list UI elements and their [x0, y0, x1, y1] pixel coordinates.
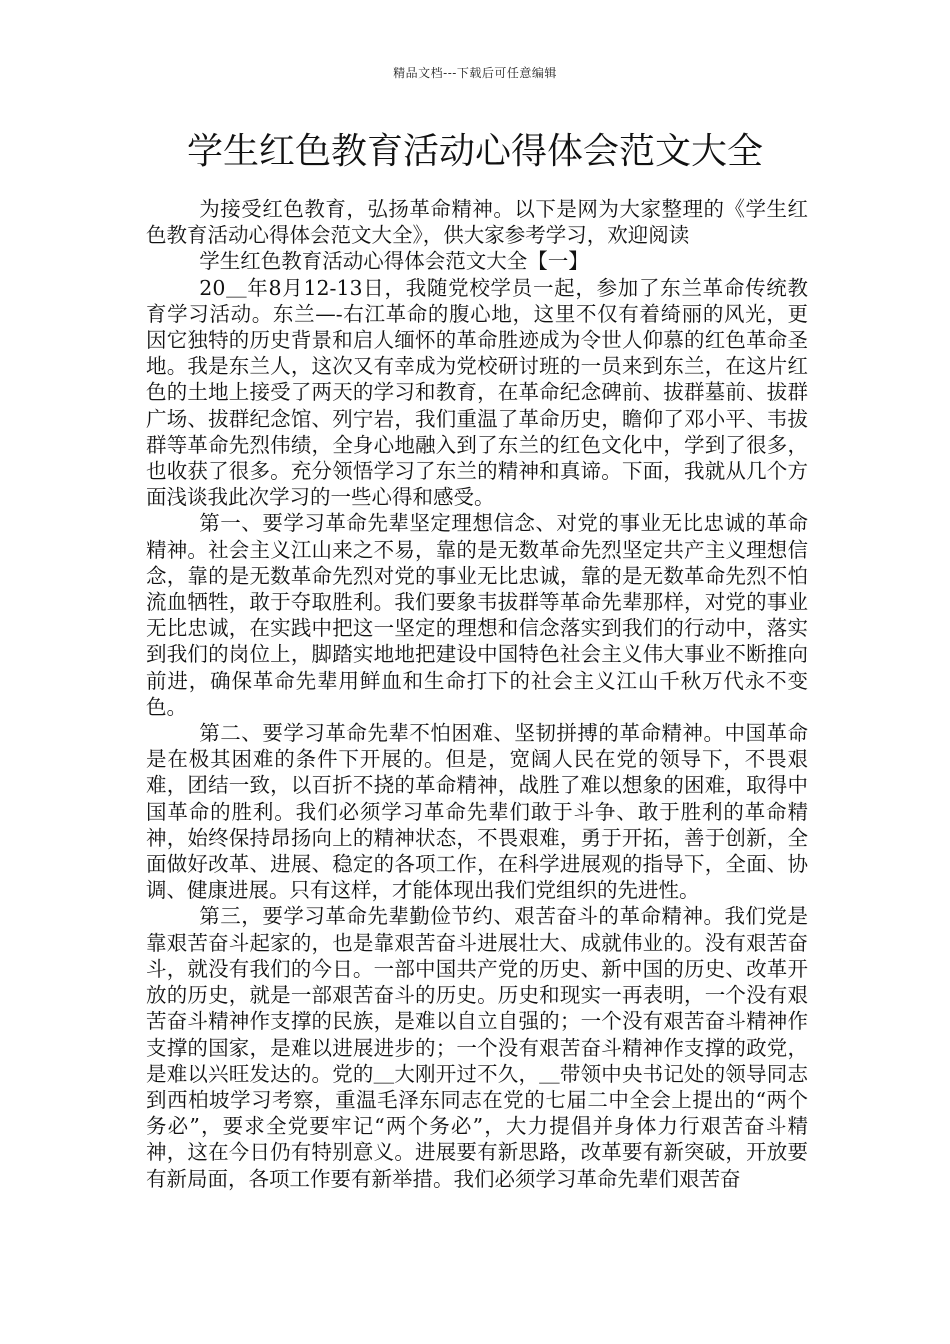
- body-paragraph-1: 20＿年8月12-13日，我随党校学员一起，参加了东兰革命传统教育学习活动。东兰—-右江革命的腹心地，这里不仅有着绮丽的风光，更因它独特的历史背景和启人缅怀的革命胜迹成为令世人仰慕的红色革命圣地。我是东兰人，这次又有幸成为党校研讨班的一员来到东兰，在这片红色的土地上接受了两天的学习和教育，在革命纪念碑前、拔群墓前、拔群广场、拔群纪念馆、列宁岩，我们重温了革命历史，瞻仰了邓小平、韦拔群等革命先烈伟绩，全身心地融入到了东兰的红色文化中，学到了很多，也收获了很多。充分领悟学习了东兰的精神和真谛。下面，我就从几个方面浅谈我此次学习的一些心得和感受。: [146, 275, 808, 510]
- document-body: [146, 196, 808, 1192]
- body-paragraph-2: 第一、要学习革命先辈坚定理想信念、对党的事业无比忠诚的革命精神。社会主义江山来之不易，靠的是无数革命先烈坚定共产主义理想信念，靠的是无数革命先烈对党的事业无比忠诚，靠的是无数革命先烈不怕流血牺牲，敢于夺取胜利。我们要象韦拔群等革命先辈那样，对党的事业无比忠诚，在实践中把这一坚定的理想和信念落实到我们的行动中，落实到我们的岗位上，脚踏实地地把建设中国特色社会主义伟大事业不断推向前进，确保革命先辈用鲜血和生命打下的社会主义江山千秋万代永不变色。: [146, 511, 808, 719]
- intro-paragraph: 为接受红色教育，弘扬革命精神。以下是网为大家整理的《学生红色教育活动心得体会范文大全》，供大家参考学习，欢迎阅读: [146, 197, 808, 248]
- section-heading: 学生红色教育活动心得体会范文大全【一】: [199, 249, 589, 274]
- header-note: 精品文档---下载后可任意编辑: [393, 66, 557, 80]
- body-paragraph-4: 第三，要学习革命先辈勤俭节约、艰苦奋斗的革命精神。我们党是靠艰苦奋斗起家的，也是靠艰苦奋斗进展壮大、成就伟业的。没有艰苦奋斗，就没有我们的今日。一部中国共产党的历史、新中国的历史、改革开放的历史，就是一部艰苦奋斗的历史。历史和现实一再表明，一个没有艰苦奋斗精神作支撑的民族，是难以自立自强的；一个没有艰苦奋斗精神作支撑的国家，是难以进展进步的；一个没有艰苦奋斗精神作支撑的政党，是难以兴旺发达的。党的＿大刚开过不久，＿带领中央书记处的领导同志到西柏坡学习考察，重温毛泽东同志在党的七届二中全会上提出的“两个务必”，要求全党要牢记“两个务必”，大力提倡并身体力行艰苦奋斗精神，这在今日仍有特别意义。进展要有新思路，改革要有新突破，开放要有新局面，各项工作要有新举措。我们必须学习革命先辈们艰苦奋: [146, 904, 808, 1191]
- document-title: 学生红色教育活动心得体会范文大全: [186, 131, 763, 172]
- body-paragraph-3: 第二、要学习革命先辈不怕困难、坚韧拼搏的革命精神。中国革命是在极其困难的条件下开展的。但是，宽阔人民在党的领导下，不畏艰难，团结一致，以百折不挠的革命精神，战胜了难以想象的困难，取得中国革命的胜利。我们必须学习革命先辈们敢于斗争、敢于胜利的革命精神，始终保持昂扬向上的精神状态，不畏艰难，勇于开拓，善于创新，全面做好改革、进展、稳定的各项工作，在科学进展观的指导下，全面、协调、健康进展。只有这样，才能体现出我们党组织的先进性。: [146, 721, 808, 903]
